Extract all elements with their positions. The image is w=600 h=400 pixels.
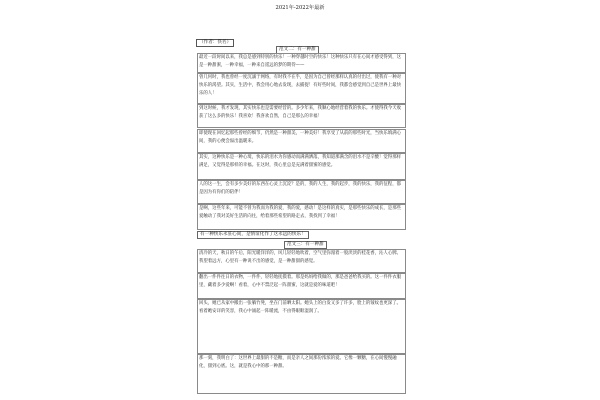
section-heading: 范文二：有一种甜 — [276, 46, 319, 54]
paragraph: 到这时候，我才发现，其实快乐也是需要经营的。多少年来，我顺心地经营着我的快乐。才使得我今天收获了这么多的快乐！我喜欢！我喜欢自然，自己是那么的幸福！ — [197, 104, 406, 128]
paragraph: 翻出一件件往日的衣物，一件件，轻轻地抚摸着。那是妈妈给我做的，那是爸爸给我买的。这一件件衣服里，藏着多少爱啊！看着，心中不禁泛起一阵甜蜜，这就是爱的味道吧！ — [197, 273, 406, 299]
paragraph: 曾几何时，我也曾经一度沉溺于网络，有时我不在乎，是因为自己曾经那样认真的付出过，使我有一种对快乐的渴望。其实，生活中，我会用心地去发现，去捕捉！有好些时间，我都会感觉到自己是世界上最快乐的人！ — [197, 73, 406, 104]
section-closing: 有一种快乐永驻心间，是情谊化作了这永远的快乐！ — [197, 231, 309, 239]
paragraph: 回头，她已从家中搬出一张躺竹凳，坐在门前晒太阳。她头上的白发又多了许多，脸上的皱纹也更深了。看着她安详的笑容，我心中涌起一阵暖流，不由得眼眶湿润了。 — [197, 299, 406, 354]
paragraph: 是啊，这些年来，可能不曾为我而为我的爱，我的爱，感动！是这样的真实，是那些快乐的成长，是那些爱触动了我对美好生活的向往，给着那些希望的路走去，我找到了幸福！ — [197, 204, 406, 230]
paragraph: 清冷的天，秋日的午后，阳光暖洋洋的，风儿轻轻地吹着，空气里弥漫着一股淡淡的桂花香，沁人心脾。我望着远方，心里有一种说不出的感觉，是一种甜甜的感觉。 — [197, 249, 406, 273]
paragraph: 最近一段时间以来，我总是感到特别的快乐！一种穿越时空的快乐！这种快乐只有在心间才感受得到，这是一种甜蜜，一种幸福，一种来自遥远的梦的期待—— — [197, 53, 406, 73]
paragraph: 即使现在回忆起那些曾经的细节，仍然是一种甜美，一种美好！我享受了从前的那些时光，当快乐填满心间，我的心便会溢出温暖来。 — [197, 129, 406, 153]
paragraph: 那一刻，我明白了：这世界上最甜的不是糖，而是亲人之间那份浓浓的爱。它像一颗糖，在心间慢慢融化，甜到心底。这，就是我心中的那一种甜。 — [197, 354, 406, 394]
page-header: 2021年-2022年最新 — [275, 5, 325, 11]
paragraph: 人的这一生，会有多少美好的东西在心灵上沉淀？是的，我的人生，我的起步，我的快乐，我的征程，都是因为有你们的陪伴！ — [197, 180, 406, 204]
section-heading: 范文三：有一种甜 — [284, 241, 327, 249]
paragraph: 其实，这种快乐是一种心境，快乐的泪水为你感动而满满洒落，我知道那满含的泪水不是辛酸！觉得那样满足，又觉得是那样的幸福。在这时，我心里总是充满着甜蜜的感觉。 — [197, 153, 406, 180]
author-line: （作者：佚名） — [196, 39, 234, 47]
